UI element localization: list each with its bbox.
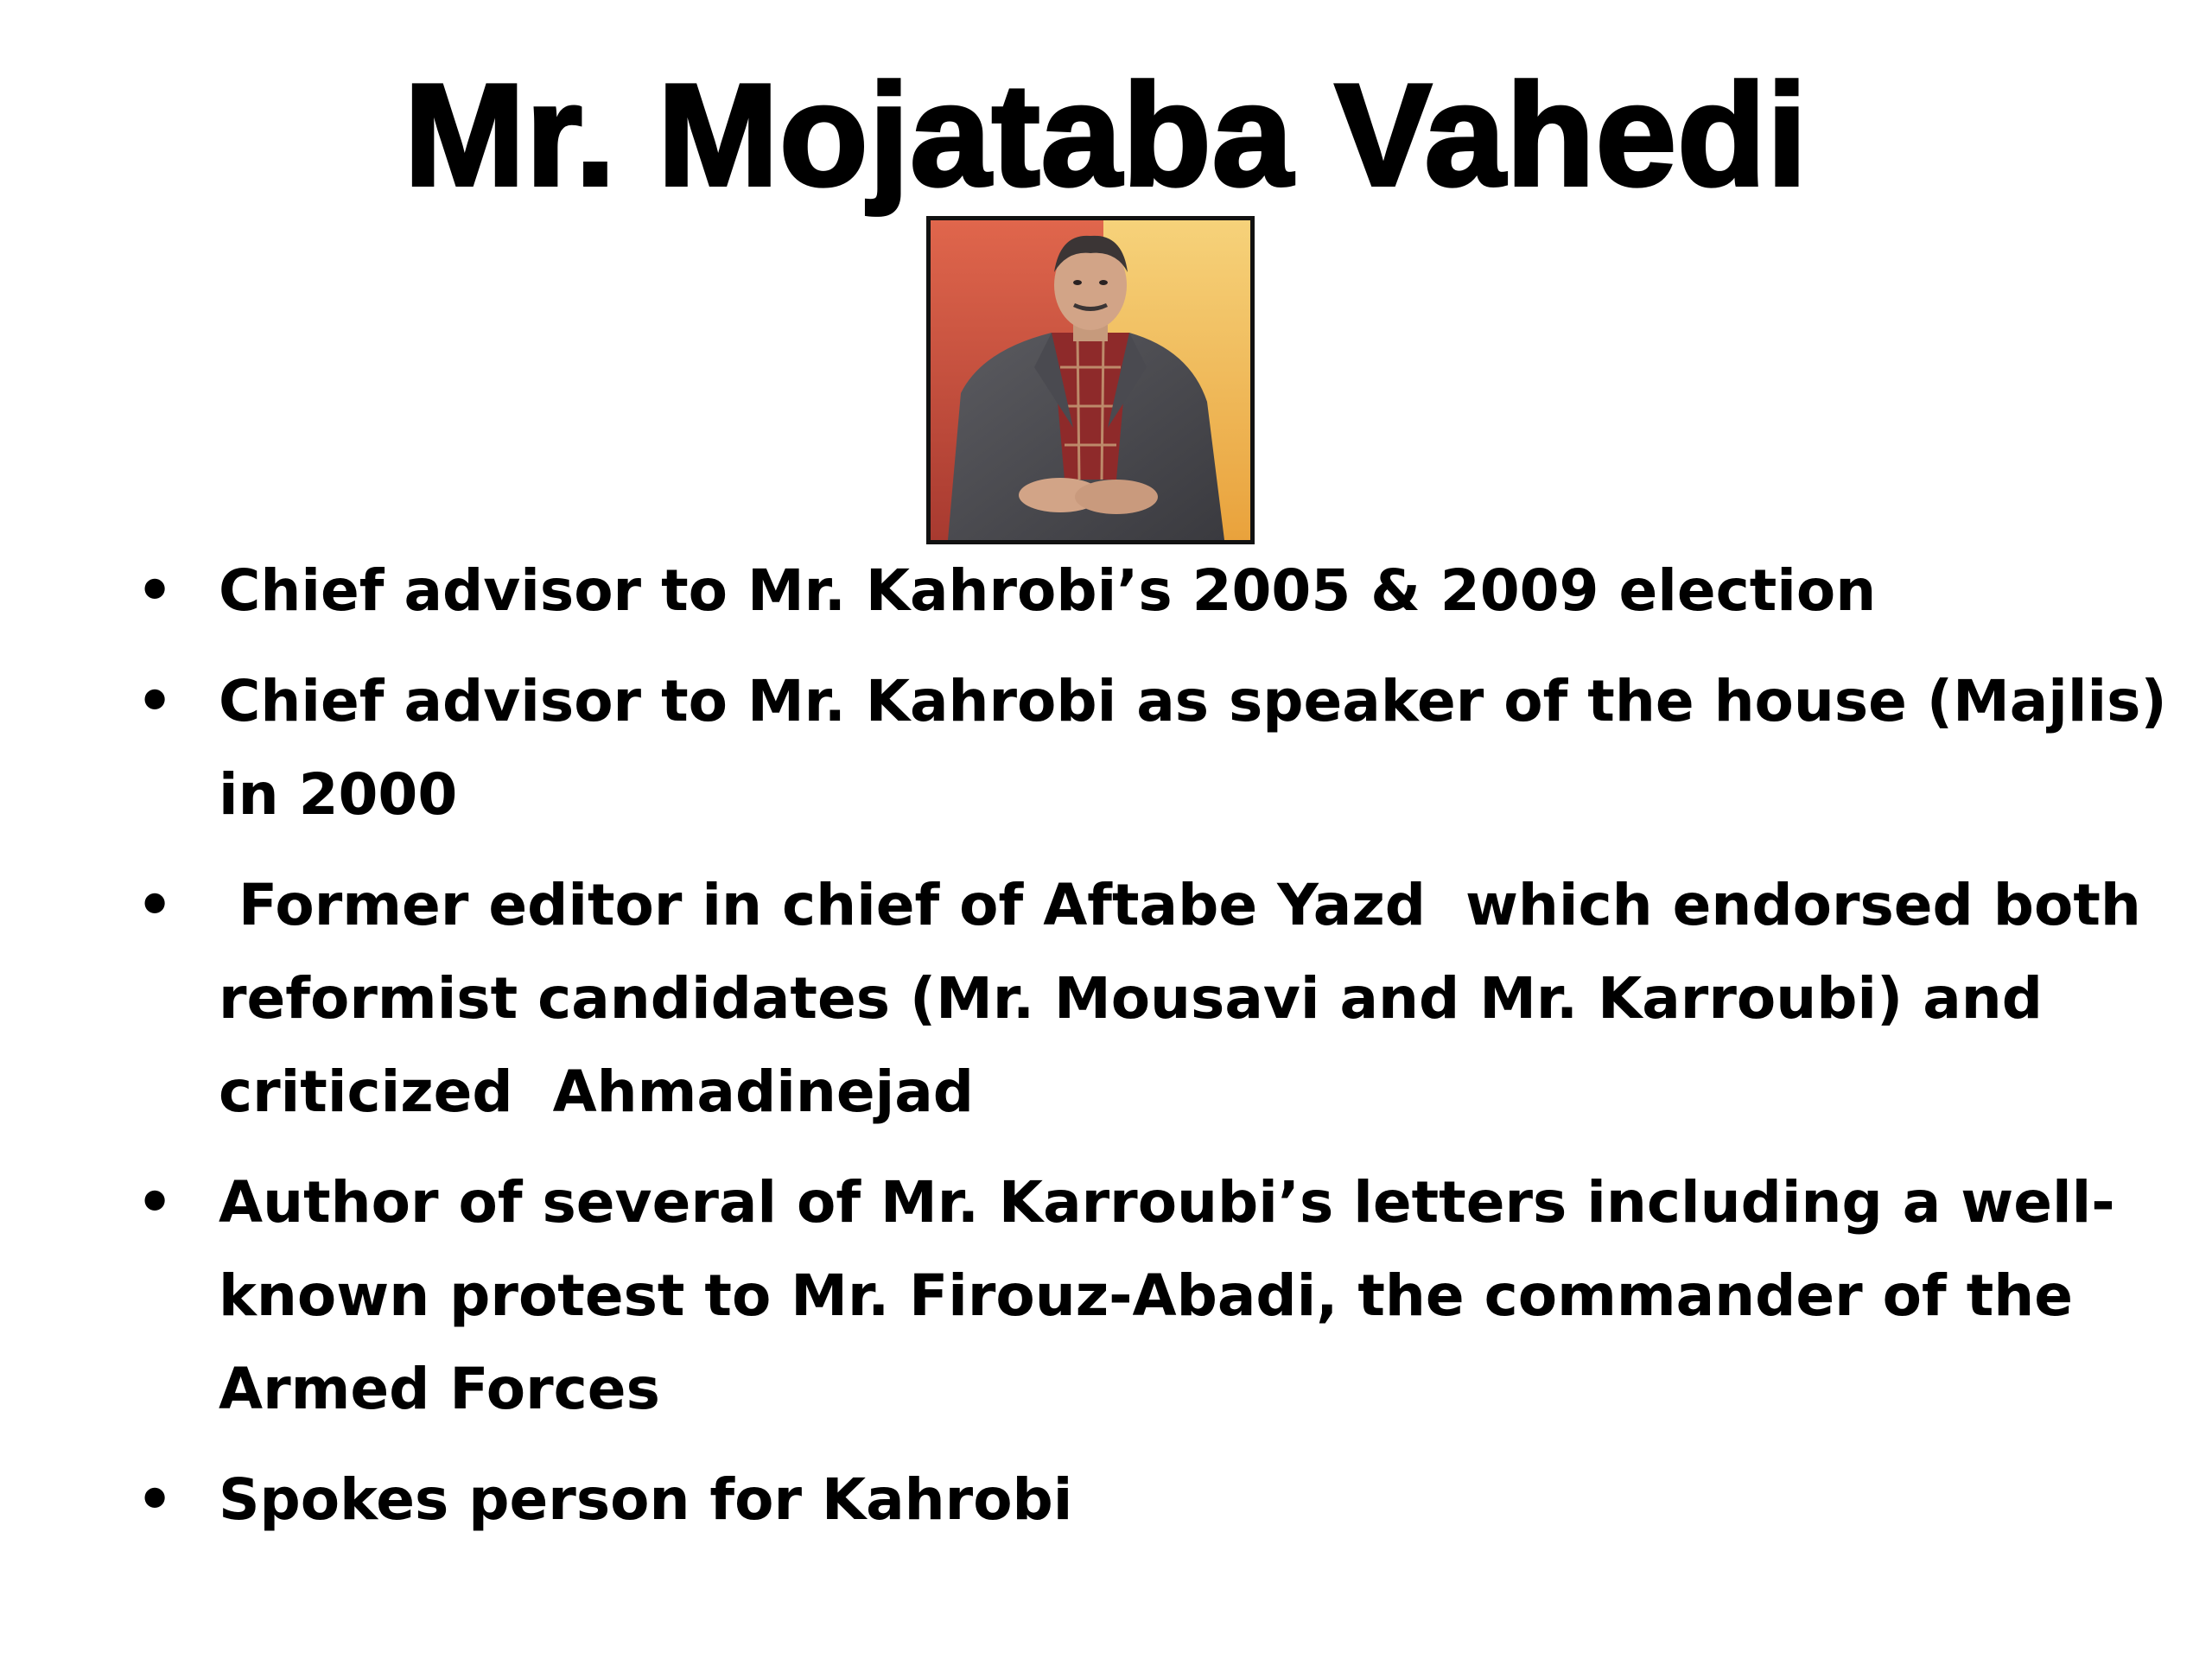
- bullet-text: Spokes person for Kahrobi: [219, 1466, 1073, 1533]
- bullet-marker: •: [137, 1169, 174, 1236]
- bullet-text: Chief advisor to Mr. Kahrobi’s 2005 & 2009 election: [219, 557, 1877, 624]
- list-item: [0, 544, 2212, 638]
- bullet-text: Chief advisor to Mr. Kahrobi as speaker of the house (Majlis) in 2000: [219, 668, 2187, 828]
- bullet-list: [0, 544, 2212, 1581]
- slide-title: Mr. Mojataba Vahedi: [404, 54, 1808, 216]
- list-item: [0, 1156, 2212, 1436]
- bullet-marker: •: [137, 872, 174, 938]
- list-item: [0, 1453, 2212, 1547]
- bullet-text: Former editor in chief of Aftabe Yazd which endorsed both reformist candidates (Mr. Mousavi and Mr. Karroubi) and criticized Ahmadinejad: [219, 872, 2161, 1125]
- list-item: [0, 655, 2212, 842]
- bullet-text: Author of several of Mr. Karroubi’s letters including a well-known protest to Mr. Firouz-Abadi, the commander of the Armed Forces: [219, 1169, 2115, 1422]
- bullet-marker: •: [137, 668, 174, 734]
- list-item: [0, 859, 2212, 1139]
- bullet-marker: •: [137, 1466, 174, 1533]
- portrait-photo: [926, 216, 1255, 544]
- bullet-marker: •: [137, 557, 174, 624]
